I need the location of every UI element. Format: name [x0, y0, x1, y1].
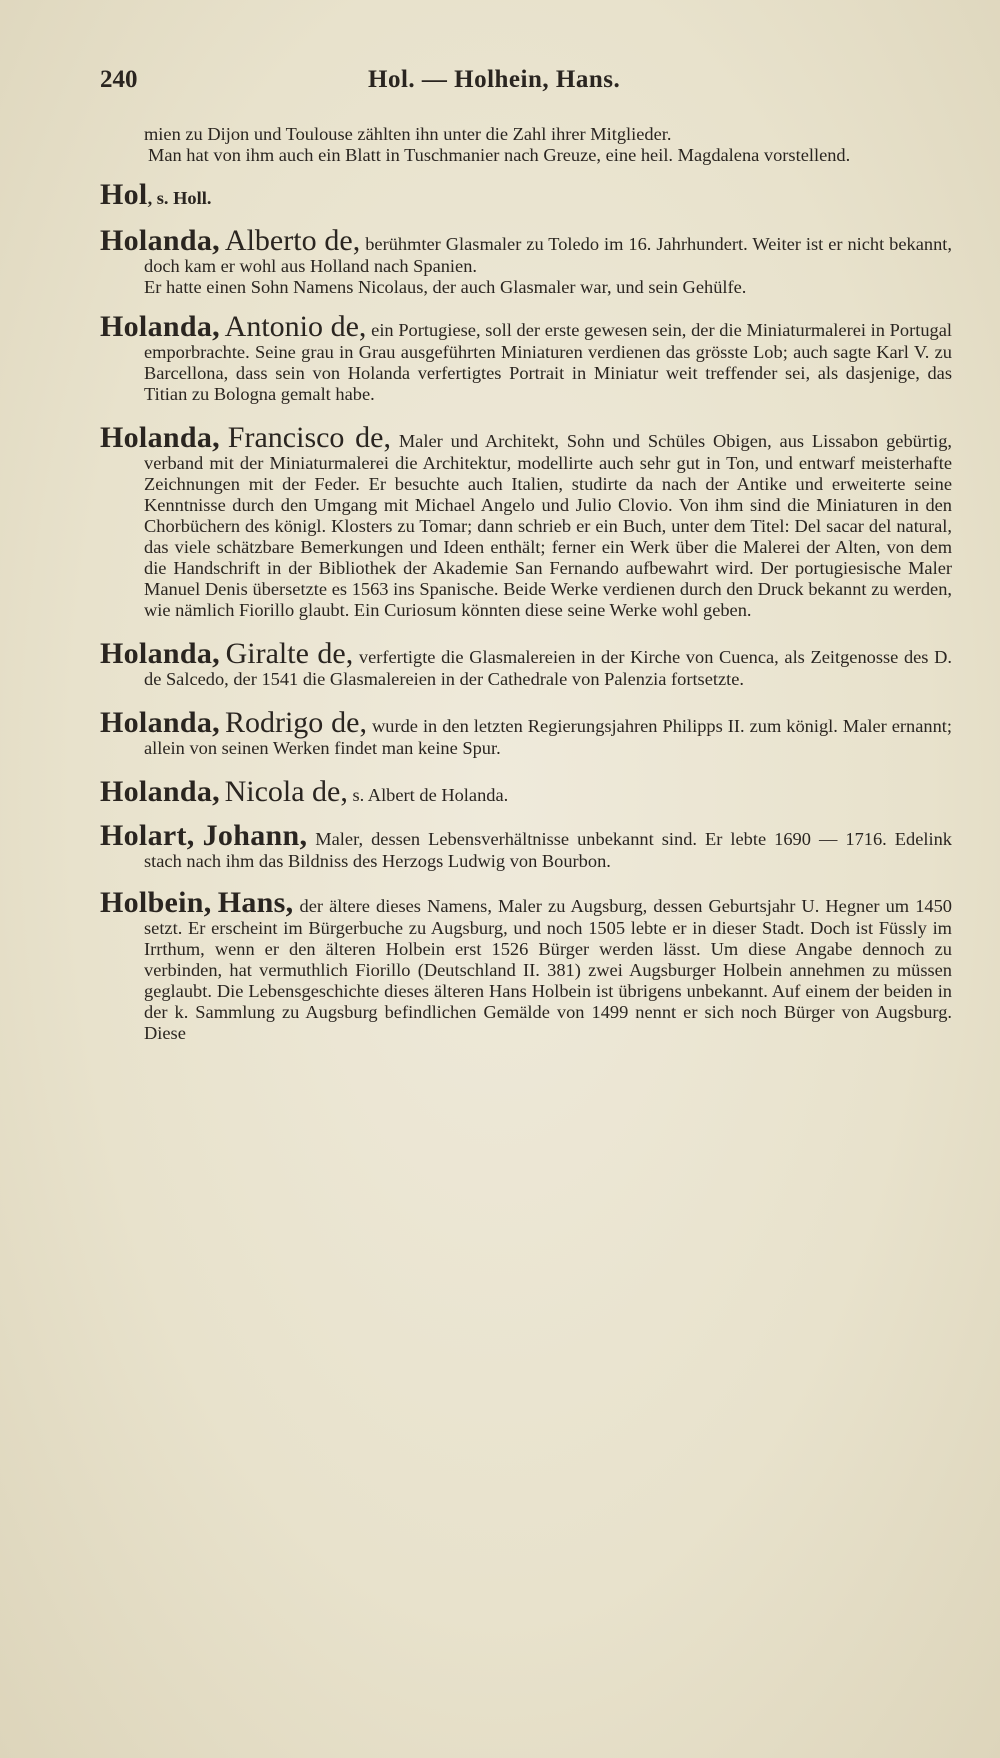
page-header — [100, 66, 920, 106]
entry-holanda-antonio — [100, 312, 952, 405]
headword: Holart, — [100, 819, 195, 852]
entry-text: der ältere dieses Namens, Maler zu Augsburg, dessen Geburtsjahr U. Hegner um 1450 setzt. Er erscheint im Bürgerbuche zu Augsburg, und noch 1505 lebte er in dieser Stadt. Doch ist Füssly im Irrthum, wenn er den älteren Holbein erst 1526 Bürger werden lässt. Um diese Angabe dennoch zu verbinden, hat vermuthlich Fiorillo (Deutschland II. 381) zwei Augsburger Holbein annehmen zu müssen geglaubt. Die Lebensgeschichte dieses älteren Hans Holbein ist übrigens unbekannt. Auf einem der beiden in der k. Sammlung zu Augsburg befindlichen Gemälde von 1499 nennt er sich noch Bürger von Augsburg. Diese — [144, 896, 952, 1043]
paragraph: Man hat von ihm auch ein Blatt in Tuschmanier nach Greuze, eine heil. Magdalena vorstellend. — [148, 145, 851, 165]
entry-holanda-giralte — [100, 639, 952, 690]
entry-holanda-francisco — [100, 423, 952, 621]
entry-text: Maler, dessen Lebensverhältnisse unbekannt sind. Er lebte 1690 — 1716. Edelink stach nach ihm das Bildniss des Herzogs Ludwig von Bourbon. — [144, 829, 952, 871]
entry-text: berühmter Glasmaler zu Toledo im 16. Jahrhundert. Weiter ist er nicht bekannt, doch kam er wohl aus Holland nach Spanien. — [144, 234, 953, 276]
entry-holanda-alberto — [100, 226, 952, 298]
cross-reference: s. Albert de Holanda. — [352, 785, 509, 805]
paragraph: Er hatte einen Sohn Namens Nicolaus, der auch Glasmaler war, und sein Gehülfe. — [144, 277, 747, 297]
entry-text: wurde in den letzten Regierungsjahren Philipps II. zum königl. Maler ernannt; allein von seinen Werken findet man keine Spur. — [144, 716, 952, 758]
given-name: Nicola de, — [224, 775, 348, 808]
given-name: Francisco de, — [227, 421, 391, 454]
given-name: Alberto de, — [224, 224, 361, 257]
running-head: Hol. — Holhein, Hans. — [368, 66, 621, 93]
given-name: Rodrigo de, — [224, 706, 367, 739]
given-name: Antonio de, — [224, 310, 367, 343]
entry-continuation — [100, 124, 952, 166]
entry-holanda-nicola — [100, 777, 952, 807]
headword: Holanda, — [100, 706, 220, 739]
entry-text: verfertigte die Glasmalereien in der Kirche von Cuenca, als Zeitgenosse des D. de Salcedo, der 1541 die Glasmalereien in der Cathedrale von Palenzia fortsetzte. — [144, 647, 952, 689]
entry-holbein-hans — [100, 888, 952, 1044]
headword: Holanda, — [100, 224, 220, 257]
given-name: Hans, — [217, 886, 294, 919]
page-number: 240 — [100, 66, 138, 93]
paragraph: mien zu Dijon und Toulouse zählten ihn unter die Zahl ihrer Mitglieder. — [144, 124, 672, 144]
headword: Holanda, — [100, 310, 220, 343]
headword: Holanda, — [100, 775, 220, 808]
headword: Hol — [100, 178, 148, 211]
entry-holart-johann — [100, 821, 952, 872]
headword: Holanda, — [100, 637, 220, 670]
entry-text: ein Portugiese, soll der erste gewesen sein, der die Miniaturmalerei in Portugal emporbrachte. Seine grau in Grau ausgeführten Miniaturen verdienen das grösste Lob; auch sagte Karl V. zu Barcellona, dass sein von Holanda verfertigtes Portrait in Miniatur weit treffender sei, als dasjenige, das Titian zu Bologna gemalt habe. — [144, 320, 953, 404]
headword: Holanda, — [100, 421, 220, 454]
cross-reference: , s. Holl. — [147, 188, 212, 208]
entry-text: Maler und Architekt, Sohn und Schüles Obigen, aus Lissabon gebürtig, verband mit der Miniaturmalerei die Architektur, modellirte auch sehr gut in Ton, und entwarf meisterhafte Zeichnungen mit der Feder. Er besuchte auch Italien, studirte da nach der Antike und erweiterte seine Kenntnisse durch den Umgang mit Michael Angelo und Julio Clovio. Von ihm sind die Miniaturen in den Chorbüchern des königl. Klosters zu Tomar; dann schrieb er ein Buch, unter dem Titel: Del sacar del natural, das viele schätzbare Bemerkungen und Ideen enthält; ferner ein Werk über die Malerei der Alten, von dem die Handschrift in der Bibliothek der Akademie San Fernando aufbewahrt wird. Der portugiesische Maler Manuel Denis übersetzte es 1563 ins Spanische. Beide Werke verdienen durch den Druck bekannt zu werden, wie nämlich Fiorillo glaubt. Ein Curiosum könnten diese seine Werke wohl geben. — [144, 431, 952, 620]
page-body — [100, 124, 952, 1056]
entry-holanda-rodrigo — [100, 708, 952, 759]
entry-hol — [100, 180, 952, 210]
headword: Holbein, — [100, 886, 212, 919]
given-name: Giralte de, — [225, 637, 354, 670]
given-name: Johann, — [202, 819, 308, 852]
